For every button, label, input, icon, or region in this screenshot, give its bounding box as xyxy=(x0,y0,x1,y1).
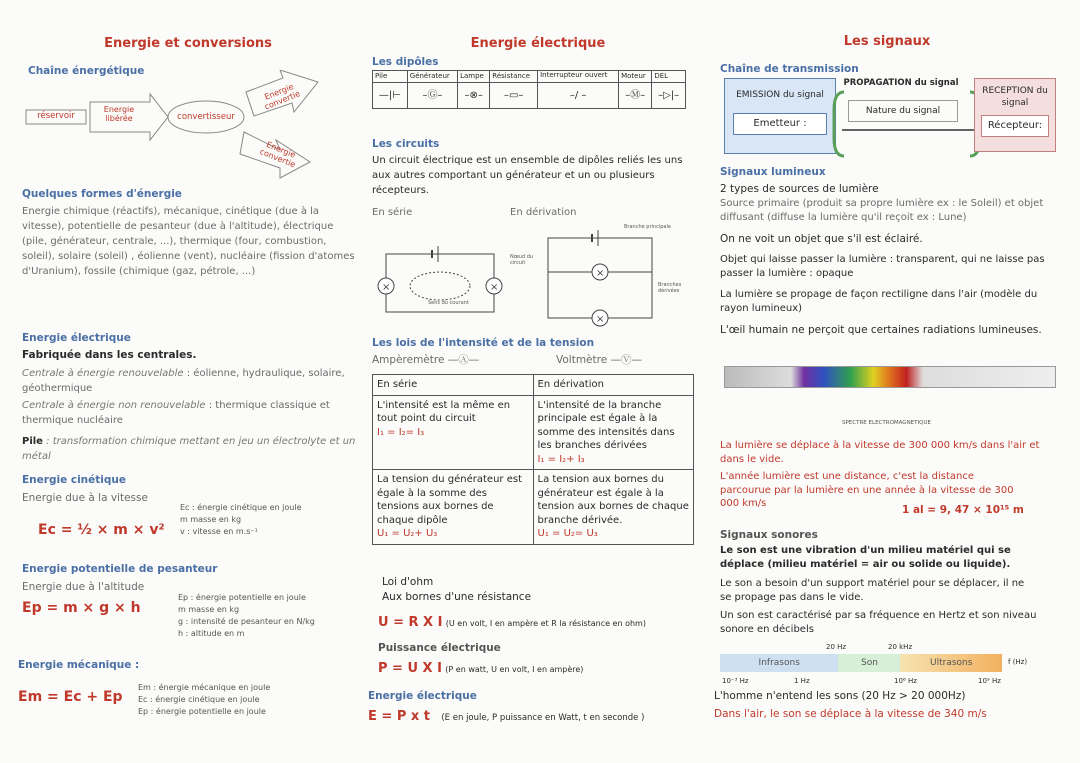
ohm-sub: Aux bornes d'une résistance xyxy=(382,591,532,603)
propagation-label: PROPAGATION du signal xyxy=(843,78,959,88)
lum-text4: La lumière se propage de façon rectiligne dans l'air (modèle du rayon lumineux) xyxy=(720,289,1038,314)
recepteur-label: Récepteur: xyxy=(981,115,1049,137)
convertie2-label: Energie convertie xyxy=(258,140,297,170)
lois-header-derivation: En dérivation xyxy=(533,375,694,396)
cin-sub: Energie due à la vitesse xyxy=(22,492,148,504)
circuits-diagram xyxy=(372,224,698,332)
voltmetre: Voltmètre —Ⓥ— xyxy=(556,354,643,366)
formes-text: Energie chimique (réactifs), mécanique, cinétique (due à la vitesse), potentielle de pesanteur (due à l'altitude), électrique (pile, générateur, centrale, ...), thermique (four, combustion, soleil), solaire (soleil) , éolienne (vent), nucléaire (fission d'atomes d'Uranium), fossile (chimique (gaz, pétrole, ...) xyxy=(22,206,355,277)
lois-r1c2-formula: I₁ = I₂+ I₃ xyxy=(537,453,585,465)
son-text2: Le son a besoin d'un support matériel pour se déplacer, il ne se propage pas dans le vide. xyxy=(720,578,1025,603)
convertisseur-label: convertisseur xyxy=(177,112,235,122)
freq-20: 20 Hz xyxy=(826,643,847,651)
sens-courant: Sens du courant xyxy=(428,300,469,306)
interrupteur-symbol: –/ – xyxy=(538,83,619,109)
cin-legend-2: v : vitesse en m.s⁻¹ xyxy=(180,527,258,536)
pile-def xyxy=(22,434,358,464)
circuits-text: Un circuit électrique est un ensemble de dipôles reliés les uns aux autres comportant un générateur et un ou plusieurs récepteurs. xyxy=(372,155,683,196)
formes-title: Quelques formes d'énergie xyxy=(22,188,182,200)
lum-text1: Source primaire (produit sa propre lumière ex : le Soleil) et objet diffusant (diffuse la lumière qu'il reçoit ex : Lune) xyxy=(720,198,1044,223)
lois-r1c1 xyxy=(373,395,534,470)
son-text3: Un son est caractérisé par sa fréquence en Hertz et son niveau sonore en décibels xyxy=(720,610,1037,635)
dipoles-title: Les dipôles xyxy=(372,56,439,68)
emetteur-label: Emetteur : xyxy=(733,113,827,135)
resistance-symbol: –▭– xyxy=(490,83,538,109)
lum-text2: On ne voit un objet que s'il est éclairé. xyxy=(720,233,923,245)
lois-r1c1-text: L'intensité est la même en tout point du circuit xyxy=(377,399,511,424)
energie-legend: (E en joule, P puissance en Watt, t en seconde ) xyxy=(441,713,645,723)
lois-r2c1 xyxy=(373,470,534,545)
pot-legend-3: h : altitude en m xyxy=(178,629,245,638)
nonrenouv-label: Centrale à énergie non renouvelable xyxy=(22,400,206,411)
energie-formula: E = P x t xyxy=(368,709,431,724)
pile-symbol: —|⊢ xyxy=(373,83,408,109)
pot-title: Energie potentielle de pesanteur xyxy=(22,563,218,575)
lampe-symbol: –⊗– xyxy=(458,83,490,109)
pot-legend-2: g : intensité de pesanteur en N/kg xyxy=(178,617,315,626)
column-energie-conversions xyxy=(18,0,358,763)
lois-r1c1-formula: I₁ = I₂= I₃ xyxy=(377,426,425,438)
puiss-title: Puissance électrique xyxy=(378,642,501,654)
liberee-label: Energie libérée xyxy=(103,105,135,123)
freq-20k: 20 kHz xyxy=(888,643,913,651)
reception-box xyxy=(974,78,1056,152)
emission-box xyxy=(724,78,836,154)
branche-principale: Branche principale xyxy=(624,224,671,230)
circuits-title: Les circuits xyxy=(372,138,440,150)
meca-legend-1: Ec : énergie cinétique en joule xyxy=(138,695,260,704)
lois-r2c1-formula: U₁ = U₂+ U₃ xyxy=(377,528,438,539)
lois-r1c2-text: L'intensité de la branche principale est égale à la somme des intensités dans les branches dérivées xyxy=(537,399,675,451)
puiss-line xyxy=(378,660,583,678)
del-symbol: –▷|– xyxy=(652,83,686,109)
dipole-4: Interrupteur ouvert xyxy=(538,71,619,83)
puiss-formula: P = U X I xyxy=(378,661,442,676)
vitesse-lumiere: La lumière se déplace à la vitesse de 300 000 km/s dans l'air et dans le vide. xyxy=(720,440,1040,465)
amperemetre: Ampèremètre —Ⓐ— xyxy=(372,354,480,366)
lum-text3: Objet qui laisse passer la lumière : transparent, qui ne laisse pas passer la lumière : opaque xyxy=(720,254,1045,279)
dipole-5: Moteur xyxy=(619,71,652,83)
col3-title: Les signaux xyxy=(843,34,931,49)
dipole-1: Générateur xyxy=(407,71,457,83)
lois-r2c1-text: La tension du générateur est égale à la somme des tensions aux bornes de chaque dipôle xyxy=(377,474,522,526)
lois-r2c2-formula: U₁ = U₂= U₃ xyxy=(537,528,598,539)
f-unit: f (Hz) xyxy=(1008,658,1028,666)
nature-label: Nature du signal xyxy=(865,106,941,116)
al-value: 1 al = 9, 47 × 10¹⁵ m xyxy=(902,504,1024,516)
meca-legend xyxy=(138,682,270,718)
lois-table xyxy=(372,374,694,545)
pile-text: : transformation chimique mettant en jeu un électrolyte et un métal xyxy=(22,436,356,462)
cin-legend-0: Ec : énergie cinétique en joule xyxy=(180,503,302,512)
lois-header-serie: En série xyxy=(373,375,534,396)
son-title: Signaux sonores xyxy=(720,529,818,541)
puiss-legend: (P en watt, U en volt, I en ampère) xyxy=(445,665,584,674)
column-signaux xyxy=(712,0,1064,763)
col1-title: Energie et conversions xyxy=(104,36,272,51)
pot-formula: Ep = m × g × h xyxy=(22,600,141,616)
chaine-energetique-diagram xyxy=(18,70,358,190)
meca-formula: Em = Ec + Ep xyxy=(18,689,123,705)
annee-lumiere: L'année lumière est une distance, c'est la distance parcourue par la lumière en une année à la vitesse de 300 000 km/s xyxy=(720,471,1014,509)
ohm-line xyxy=(378,614,646,632)
energie-line xyxy=(368,708,644,726)
meca-legend-0: Em : énergie mécanique en joule xyxy=(138,683,271,692)
lum-title: Signaux lumineux xyxy=(720,166,826,178)
col2-title: Energie électrique xyxy=(470,36,606,51)
ultrasons-segment: Ultrasons xyxy=(900,654,1002,672)
spectre-bar xyxy=(724,366,1056,388)
lum-types: 2 types de sources de lumière xyxy=(720,183,879,195)
spectre-label: SPECTRE ELECTROMAGNETIQUE xyxy=(842,420,931,426)
energie-title: Energie électrique xyxy=(368,690,477,702)
homme-text: L'homme n'entend les sons (20 Hz > 20 000Hz) xyxy=(714,690,966,702)
frequency-bar xyxy=(720,654,1002,672)
svg-text:×: × xyxy=(382,282,391,293)
pot-legend-1: m masse en kg xyxy=(178,605,240,614)
dipoles-table xyxy=(372,70,686,109)
propagation-brackets xyxy=(832,90,982,160)
elec-title: Energie électrique xyxy=(22,332,131,344)
son-text1: Le son est une vibration d'un milieu matériel qui se déplace (milieu matériel = air ou solide ou liquide). xyxy=(720,545,1011,570)
moteur-symbol: –Ⓜ– xyxy=(619,83,652,109)
branches-derivees: Branches dérivées xyxy=(658,282,682,294)
emission-label: EMISSION du signal xyxy=(736,90,824,100)
ohm-formula: U = R X I xyxy=(378,615,443,630)
nonrenouv-text: : thermique classique et thermique nucléaire xyxy=(22,400,330,426)
lois-title: Les lois de l'intensité et de la tension xyxy=(372,337,595,349)
tick-4: 10⁹ Hz xyxy=(978,677,1001,685)
generateur-symbol: –Ⓖ– xyxy=(407,83,457,109)
tick-1: 10⁻³ Hz xyxy=(722,677,749,685)
tick-2: 1 Hz xyxy=(794,677,810,685)
dipole-6: DEL xyxy=(652,71,686,83)
svg-text:×: × xyxy=(596,314,605,325)
svg-text:×: × xyxy=(490,282,499,293)
cin-title: Energie cinétique xyxy=(22,474,126,486)
ohm-title: Loi d'ohm xyxy=(382,576,434,588)
dipole-2: Lampe xyxy=(458,71,490,83)
meca-legend-2: Ep : énergie potentielle en joule xyxy=(138,707,266,716)
pot-legend xyxy=(178,592,315,640)
noeud-circuit: Nœud du circuit xyxy=(510,254,534,266)
pot-sub: Energie due à l'altitude xyxy=(22,581,145,593)
tick-3: 10⁶ Hz xyxy=(894,677,917,685)
meca-title: Energie mécanique : xyxy=(18,659,140,671)
dipole-0: Pile xyxy=(373,71,408,83)
svg-text:×: × xyxy=(596,268,605,279)
serie-label: En série xyxy=(372,207,413,218)
elec-non-renouvelable xyxy=(22,398,358,428)
ohm-legend: (U en volt, I en ampère et R la résistance en ohm) xyxy=(445,619,646,628)
pile-label: Pile xyxy=(22,436,43,447)
transmission-title: Chaîne de transmission xyxy=(720,63,859,75)
cin-legend xyxy=(180,502,302,538)
amperemetre-label: Ampèremètre xyxy=(372,354,445,366)
lois-r1c2 xyxy=(533,395,694,470)
reservoir-label: réservoir xyxy=(37,111,75,121)
renouv-text: : éolienne, hydraulique, solaire, géothermique xyxy=(22,368,345,394)
lum-text5: L'œil humain ne perçoit que certaines radiations lumineuses. xyxy=(720,324,1042,336)
vitesse-son: Dans l'air, le son se déplace à la vitesse de 340 m/s xyxy=(714,708,987,720)
infrasons-segment: Infrasons xyxy=(720,654,838,672)
dipole-3: Résistance xyxy=(490,71,538,83)
renouv-label: Centrale à énergie renouvelable xyxy=(22,368,184,379)
convertie1-label: Energie convertie xyxy=(263,82,302,112)
lois-r2c2-text: La tension aux bornes du générateur est égale à la tension aux bornes de chaque branche dérivée. xyxy=(537,474,689,526)
derivation-label: En dérivation xyxy=(510,207,577,218)
cin-legend-1: m masse en kg xyxy=(180,515,242,524)
column-energie-electrique xyxy=(368,0,700,763)
son-segment: Son xyxy=(838,654,900,672)
chaine-energetique-title: Chaîne énergétique xyxy=(28,65,145,77)
lois-r2c2 xyxy=(533,470,694,545)
elec-renouvelable xyxy=(22,366,358,396)
cin-formula: Ec = ½ × m × v² xyxy=(38,522,165,538)
reception-label: RECEPTION du signal xyxy=(982,86,1048,109)
pot-legend-0: Ep : énergie potentielle en joule xyxy=(178,593,306,602)
elec-sub: Fabriquée dans les centrales. xyxy=(22,349,197,361)
voltmetre-label: Voltmètre xyxy=(556,354,608,366)
